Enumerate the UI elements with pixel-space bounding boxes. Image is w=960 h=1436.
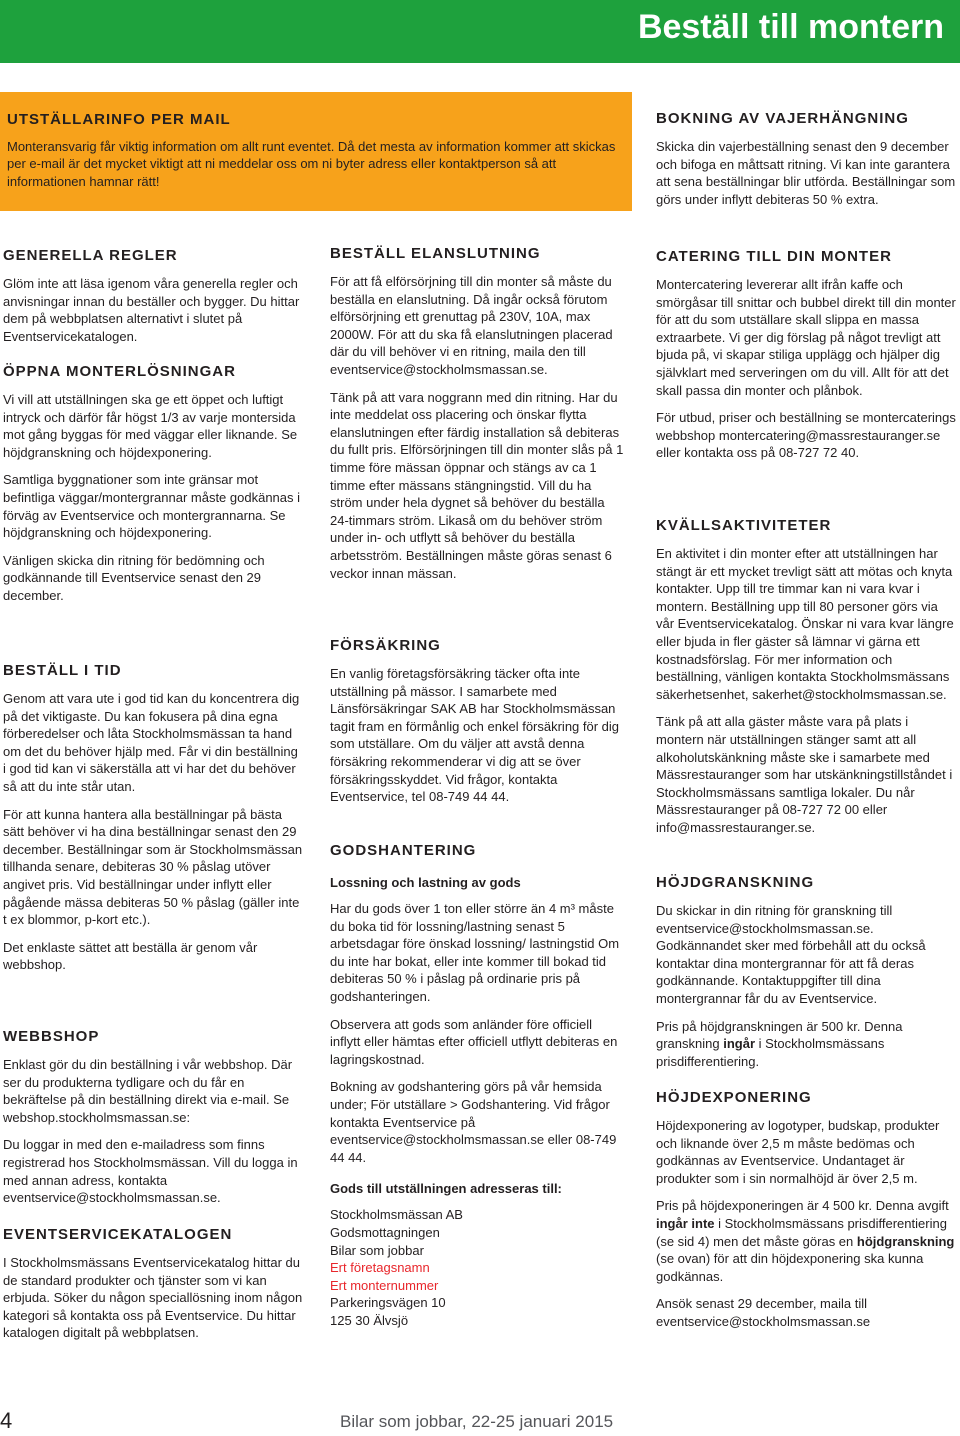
hojdexponering-p1: Höjdexponering av logotyper, budskap, produkter och liknande över 2,5 m måste bedömas och godkännas av Eventservice. Undantaget är produkter som i sin normalhöjd är över 2,5 m. (656, 1118, 940, 1186)
webbshop-section (3, 1028, 303, 1207)
oppna-p1: Vi vill att utställningen ska ge ett öppet och luftigt intryck och därför får högst 1/3 av varje montersida mot gång byggas för med väggar eller liknande. Se höjdgranskning och höjdexponering. (3, 392, 298, 460)
generella-text: Glöm inte att läsa igenom våra generella regler och anvisningar innan du beställer och bygger. Du hittar dem på webbplatsen alternativt i slutet på Eventservicekatalogen. (3, 276, 300, 344)
vajer-p1: Skicka din vajerbeställning senast den 9 december och bifoga en måttsatt ritning. Vi kan inte garantera att sena beställningar blir utförda. Beställningar som görs under inflytt debiteras 50 % extra. (656, 139, 956, 207)
webbshop-p1: Enklast gör du din beställning i vår webbshop. Där ser du produkterna tydligare och du får en bekräftelse på din beställning direkt via e-mail. Se webshop.stockholmsmassan.se: (3, 1057, 293, 1125)
kvall-p2: Tänk på att alla gäster måste vara på plats i montern när utställningen stänger samt att all alkoholutskänkning måste ske i samarbete med Mässrestauranger som har utskänkningstillståndet i Stockholmsmässans samtliga lokaler. Du når Mässrestauranger på 08-727 72 00 eller info@massrestauranger.se. (656, 714, 953, 835)
page-title: Beställ till montern (637, 8, 944, 46)
address-line: Bilar som jobbar (330, 1242, 424, 1258)
katalog-section (3, 1226, 303, 1342)
hojdgranskning-section (656, 874, 956, 1070)
bestall-tid-section (3, 662, 303, 974)
hojdgranskning-p2 (656, 1018, 956, 1071)
hojdgranskning-heading: HÖJDGRANSKNING (656, 874, 815, 891)
webbshop-p2: Du loggar in med den e-mailadress som finns registrerad hos Stockholmsmässan. Vill du logga in med annan adress, kontakta eventservice@stockholmsmassan.se. (3, 1137, 298, 1206)
footer-text: Bilar som jobbar, 22-25 januari 2015 (340, 1412, 614, 1431)
gods-p2: Observera att gods som anländer före officiell inflytt eller hämtas efter officiell utflytt debiteras en lagringskostnad. (330, 1016, 618, 1067)
info-box-heading: UTSTÄLLARINFO PER MAIL (7, 111, 231, 128)
info-box-text: Monteransvarig får viktig information om allt runt eventet. Då det mesta av information kommer att skickas per e-mail är det mycket viktigt att ni meddelar oss om ni byter adress eller kontaktperson så att informationen hamnar rätt! (7, 139, 616, 189)
address-line-company: Ert företagsnamn (330, 1260, 430, 1276)
address-line: 125 30 Älvsjö (330, 1312, 409, 1328)
forsakring-p1: En vanlig företagsförsäkring täcker ofta inte utställning på mässor. I samarbete med Länsförsäkringar SAK AB har Stockholmsmässan tagit fram en förmånlig och enkel försäkring för dig som utställare. Om du väljer att avstå denna försäkring rekommenderar vi dig att se över försäkringsskyddet. Vid frågor, kontakta Eventservice, tel 08-749 44 44. (330, 666, 620, 805)
gods-section (330, 842, 625, 1329)
text-run: Pris på höjdexponeringen är 4 500 kr. Denna avgift (656, 1198, 949, 1214)
gods-heading: GODSHANTERING (330, 842, 477, 859)
elanslutning-heading: BESTÄLL ELANSLUTNING (330, 245, 541, 262)
bestall-tid-p1: Genom att vara ute i god tid kan du koncentrera dig på det viktigaste. Du kan fokusera på dina egna förberedelser och låta Stockholmsmässan ta hand om det du behöver hjälp med. Får vi din beställning i god tid kan vi säkerställa att vi har det du behöver så att du inte står utan. (3, 691, 300, 794)
kvall-section (656, 517, 956, 837)
forsakring-heading: FÖRSÄKRING (330, 637, 441, 654)
kvall-p1: En aktivitet i din monter efter att utställningen har stängt är ett mycket trevligt sätt att mötas och knyta kontakter. Upp till tre timmar kan ni vara kvar i montern. Beställning upp till 80 personer görs via vår Eventservicekatalog. Önskar ni vara kvar längre eller bjuda in fler gäster så lämnar vi gärna ett kostnadsförslag. För mer information och beställning, vänligen kontakta Stockholmsmässans säkerhetsenhet, sakerhet@stockholmsmassan.se. (656, 546, 954, 702)
gods-subheading: Lossning och lastning av gods (330, 875, 521, 890)
vajer-heading: BOKNING AV VAJERHÄNGNING (656, 110, 909, 127)
generella-heading: GENERELLA REGLER (3, 247, 178, 264)
hojdgranskning-p1: Du skickar in din ritning för granskning till eventservice@stockholmsmassan.se. Godkännandet sker med förbehåll att du också kontaktar dina montergrannar för att få deras godkännande. Kontaktuppgifter till dina montergrannar får du av Eventservice. (656, 903, 926, 1006)
hojdexponering-p2 (656, 1197, 956, 1285)
vajer-section (656, 110, 956, 208)
katalog-heading: EVENTSERVICEKATALOGEN (3, 1226, 233, 1243)
bestall-tid-p3: Det enklaste sättet att beställa är genom vår webbshop. (3, 939, 258, 973)
address-line: Stockholmsmässan AB (330, 1207, 463, 1223)
header-band (0, 0, 960, 63)
katalog-p1: I Stockholmsmässans Eventservicekatalog hittar du de standard produkter och tjänster som vi kan erbjuda. Söker du någon speciallösning inom någon kategori så kontakta oss på Eventservice. Du hittar katalogen digitalt på webbplatsen. (3, 1255, 303, 1341)
bestall-tid-p2: För att kunna hantera alla beställningar på bästa sätt behöver vi ha dina beställningar senast den 29 december. Beställningar som är Stockholmsmässan tillhanda senare, debiteras 30 % påslag utöver angivet pris. Vid beställningar under inflytt eller pågående mässa debiteras 50 % påslag (gäller inte t ex blommor, p-kort etc.). (3, 806, 303, 928)
generella-section (3, 247, 303, 345)
catering-section (656, 248, 956, 462)
elanslutning-p2: Tänk på att vara noggrann med din ritning. Har du inte meddelat oss placering och önskar flytta elanslutningen efter färdig installation så debiteras du fullt pris. Elförsörjningen till din monter slås på 1 timme före mässan öppnar och stängs av ca 1 timme efter mässans stängningstid. Vill du ha ström under hela dygnet så behöver du beställa 24-timmars ström. Likaså om du behöver ström under in- och utflytt så behöver du beställa arbetsström. Beställningen måste göras senast 6 veckor innan mässan. (330, 389, 624, 581)
elanslutning-p1: För att få elförsörjning till din monter så måste du beställa en elanslutning. Då ingår också förutom elförsörjning ett grenuttag på 230V, 10A, max 2000W. För att du ska få elanslutningen placerad där du vill behöver vi en ritning, maila den till eventservice@stockholmsmassan.se. (330, 274, 613, 377)
hojdexponering-section (656, 1089, 956, 1331)
oppna-heading: ÖPPNA MONTERLÖSNINGAR (3, 363, 236, 380)
catering-p1: Montercatering levererar allt ifrån kaffe och smörgåsar till snittar och bubbel direkt till din monter för att du som utställare skall slippa en massa extraarbete. Vi ger dig förslag på något trevligt att bjuda på, vi skapar stiliga upplägg och hjälper dig självklart med serveringen om du vill. Allt för att det skall passa din monter och plånbok. (656, 277, 956, 398)
text-run-bold: ingår (723, 1036, 756, 1052)
gods-p1: Har du gods över 1 ton eller större än 4 m³ måste du boka tid för lossning/lastning senast 5 arbetsdagar före önskad lossning/ lastningstid Om du inte har bokat, eller inte kommer till bokad tid debiteras 50 % i påslag på ordinarie pris på godshanteringen. (330, 901, 620, 1004)
hojdexponering-p3: Ansök senast 29 december, maila till eventservice@stockholmsmassan.se (656, 1296, 871, 1329)
hojdexponering-heading: HÖJDEXPONERING (656, 1089, 812, 1106)
text-run: i Stockholmsmässans prisdifferentiering (se sid 4) men det måste göras en (656, 1215, 947, 1249)
kvall-heading: KVÄLLSAKTIVITETER (656, 517, 832, 534)
text-run: i Stockholmsmässans prisdifferentiering. (656, 1036, 885, 1069)
address-line-monter: Ert monternummer (330, 1277, 439, 1293)
address-line: Godsmottagningen (330, 1224, 440, 1240)
text-run: (se ovan) för att din höjdexponering ska kunna godkännas. (656, 1251, 924, 1284)
gods-p3: Bokning av godshantering görs på vår hemsida under; För utställare > Godshantering. Vid frågor kontakta Eventservice på eventservice@stockholmsmassan.se eller 08-749 44 44. (330, 1079, 617, 1165)
oppna-p2: Samtliga byggnationer som inte gränsar mot befintliga väggar/montergrannar måste godkännas i förväg av Eventservice och montergrannarna. Se höjdgranskning och höjdexponering. (3, 472, 301, 541)
info-box (0, 92, 632, 211)
page-number: 4 (0, 1408, 13, 1433)
forsakring-section (330, 637, 625, 806)
gods-address (330, 1206, 625, 1329)
webbshop-heading: WEBBSHOP (3, 1028, 100, 1045)
gods-address-heading: Gods till utställningen adresseras till: (330, 1181, 562, 1197)
catering-heading: CATERING TILL DIN MONTER (656, 248, 892, 265)
catering-p2: För utbud, priser och beställning se montercaterings webbshop montercatering@massrestauranger.se eller kontakta oss på 08-727 72 40. (656, 410, 956, 461)
text-run: Pris på höjdgranskningen är 500 kr. Denna granskning (656, 1018, 903, 1052)
address-line: Parkeringsvägen 10 (330, 1295, 446, 1311)
text-run-bold: höjdgranskning (856, 1233, 955, 1249)
bestall-tid-heading: BESTÄLL I TID (3, 662, 122, 679)
elanslutning-section (330, 245, 625, 582)
oppna-section (3, 363, 303, 605)
text-run-bold: ingår inte (656, 1215, 715, 1231)
oppna-p3: Vänligen skicka din ritning för bedömning och godkännande till Eventservice senast den 29 december. (3, 552, 265, 603)
